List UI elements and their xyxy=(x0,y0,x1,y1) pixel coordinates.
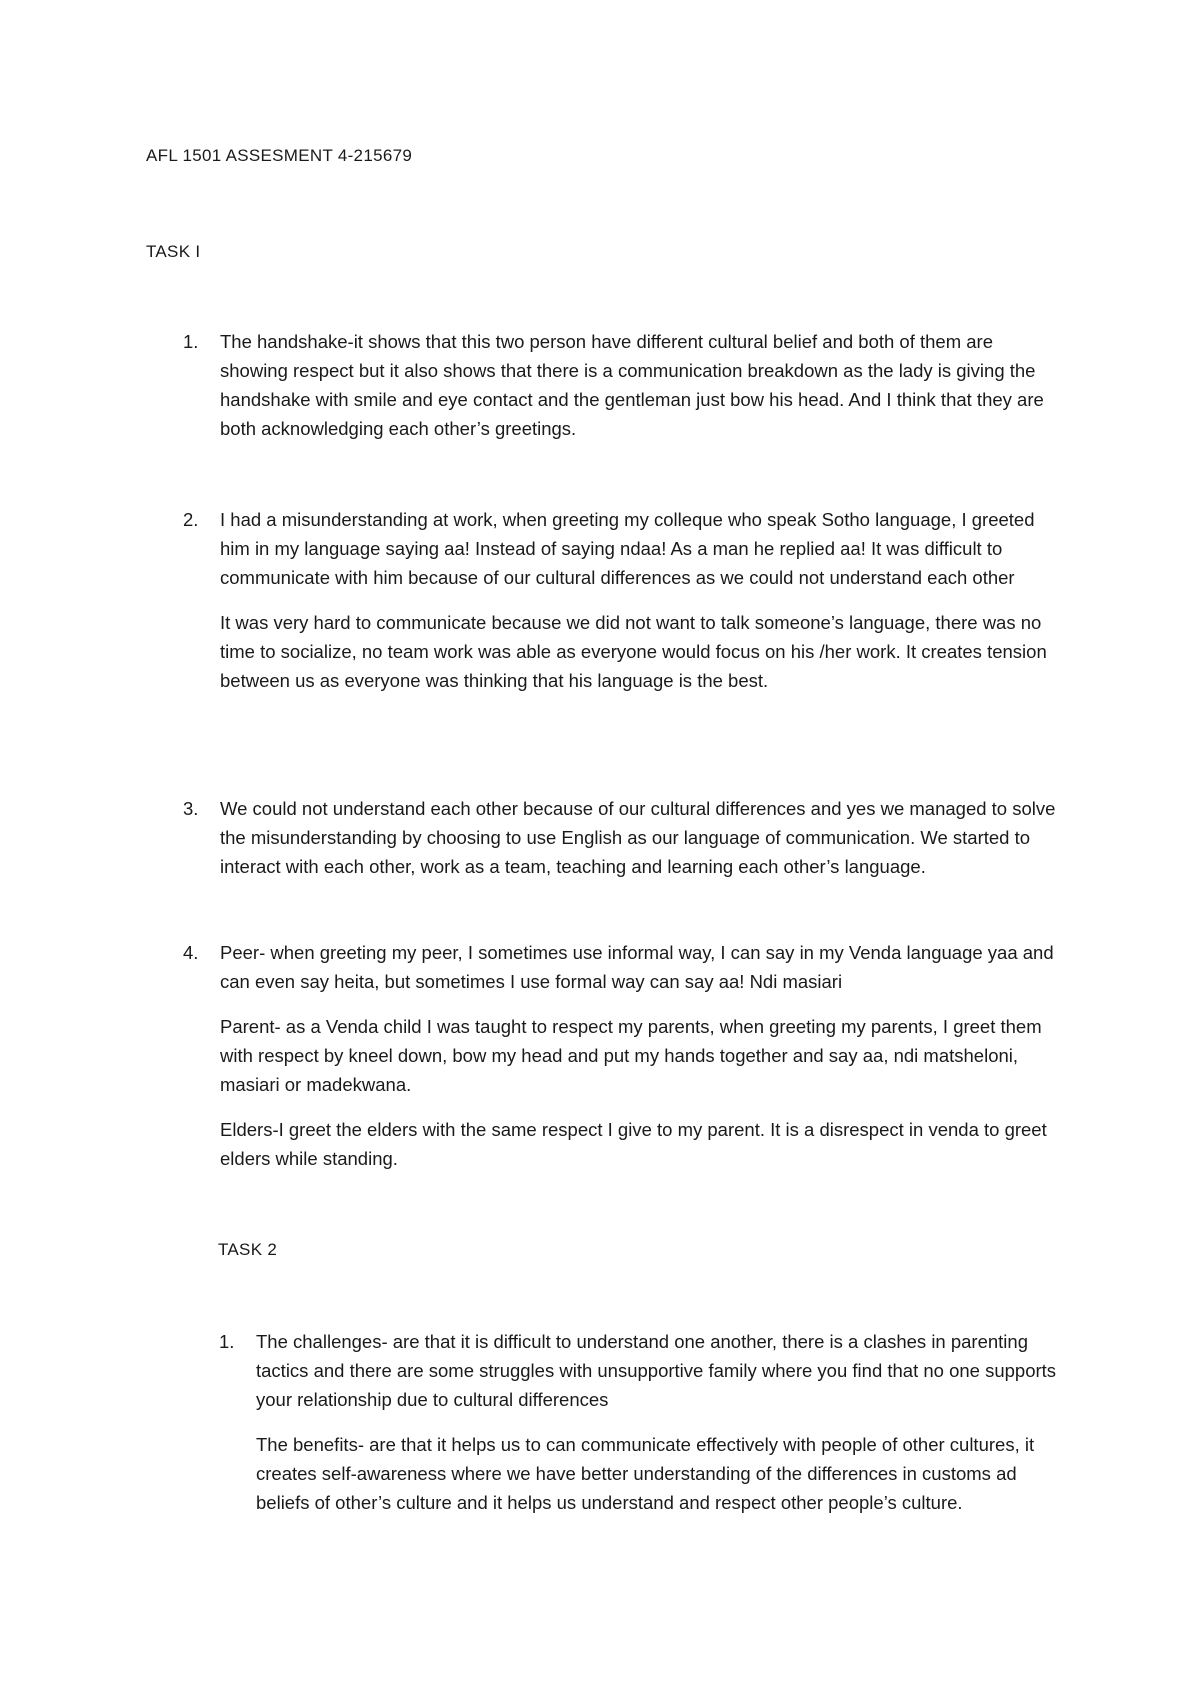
paragraph: The benefits- are that it helps us to can communicate effectively with people of other cultures, it creates self-awareness where we have better understanding of the differences in customs ad beliefs of other’s culture and it helps us understand and respect other people’s culture. xyxy=(256,1434,1035,1513)
task2-heading: TASK 2 xyxy=(218,1240,278,1259)
list-number: 4. xyxy=(183,942,199,963)
task1-heading: TASK I xyxy=(146,242,201,261)
list-number: 1. xyxy=(219,1331,235,1352)
list-number: 2. xyxy=(183,509,199,530)
paragraph: We could not understand each other because of our cultural differences and yes we managed to solve the misunderstanding by choosing to use English as our language of communication. We started to interact with each other, work as a team, teaching and learning each other’s language. xyxy=(220,798,1056,877)
list-number: 1. xyxy=(183,331,199,352)
paragraph: Elders-I greet the elders with the same respect I give to my parent. It is a disrespect in venda to greet elders while standing. xyxy=(220,1119,1047,1169)
list-number: 3. xyxy=(183,798,199,819)
paragraph: Peer- when greeting my peer, I sometimes use informal way, I can say in my Venda language yaa and can even say heita, but sometimes I use formal way can say aa! Ndi masiari xyxy=(220,942,1054,992)
paragraph: The handshake-it shows that this two person have different cultural belief and both of them are showing respect but it also shows that there is a communication breakdown as the lady is giving the handshake with smile and eye contact and the gentleman just bow his head. And I think that they are both acknowledging each other’s greetings. xyxy=(220,331,1044,439)
paragraph: The challenges- are that it is difficult to understand one another, there is a clashes in parenting tactics and there are some struggles with unsupportive family where you find that no one supports your relationship due to cultural differences xyxy=(256,1331,1057,1410)
document-title: AFL 1501 ASSESMENT 4-215679 xyxy=(146,146,413,165)
paragraph: Parent- as a Venda child I was taught to respect my parents, when greeting my parents, I greet them with respect by kneel down, bow my head and put my hands together and say aa, ndi matsheloni, masiari or madekwana. xyxy=(220,1016,1042,1095)
paragraph: It was very hard to communicate because we did not want to talk someone’s language, there was no time to socialize, no team work was able as everyone would focus on his /her work. It creates tension between us as everyone was thinking that his language is the best. xyxy=(220,612,1047,691)
paragraph: I had a misunderstanding at work, when greeting my colleque who speak Sotho language, I greeted him in my language saying aa! Instead of saying ndaa! As a man he replied aa! It was difficult to communicate with him because of our cultural differences as we could not understand each other xyxy=(220,509,1035,588)
